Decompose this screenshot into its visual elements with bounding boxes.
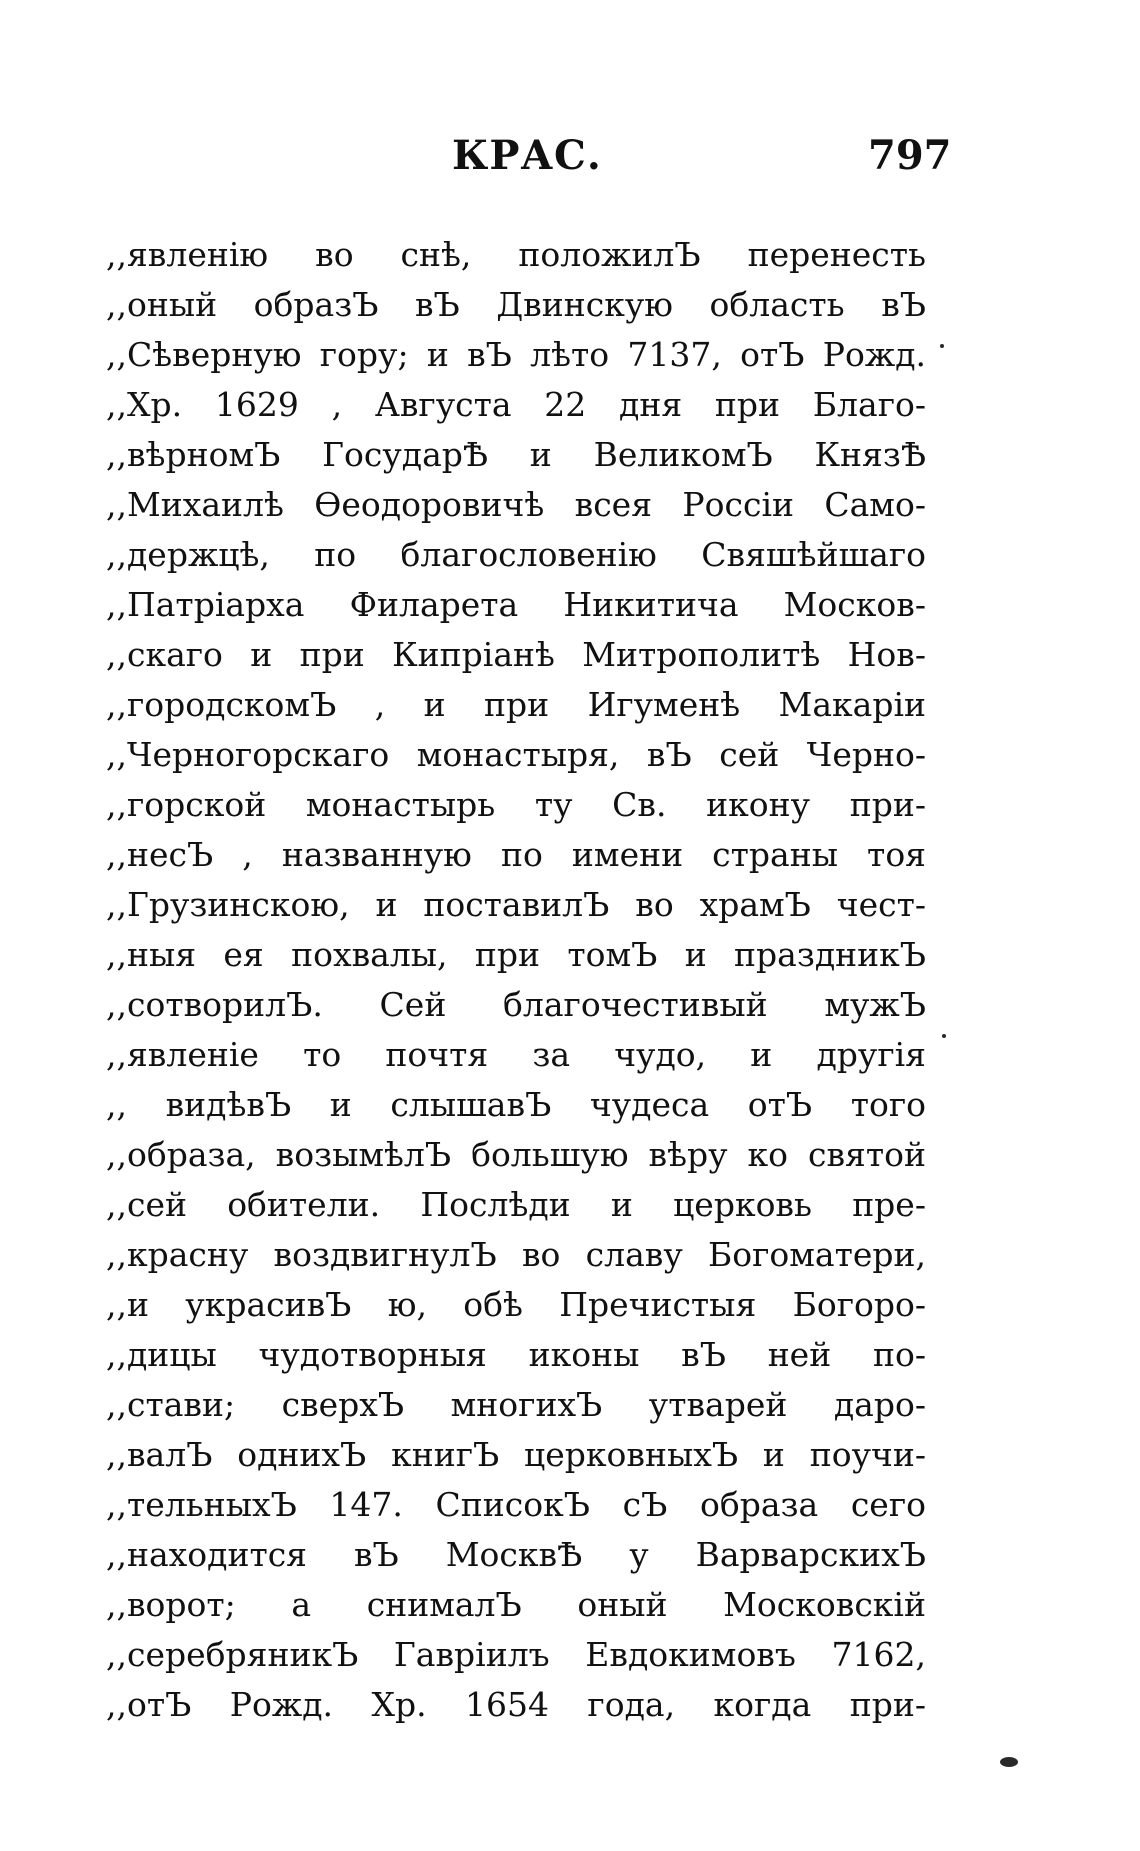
- text-line: ,,ныя ея похвалы, при томЪ и праздникЪ: [106, 935, 926, 974]
- text-line: ,,красну воздвигнулЪ во славу Богоматери,: [106, 1235, 926, 1274]
- text-line: ,,сотворилЪ. Сей благочестивый мужЪ: [106, 985, 926, 1024]
- text-line: ,,явленіе то почтя за чудо, и другія: [106, 1035, 926, 1074]
- text-line: ,,серебряникЪ Гавріилъ Евдокимовъ 7162,: [106, 1635, 926, 1674]
- page-number: 797: [868, 132, 952, 179]
- text-line: ,,тельныхЪ 147. СписокЪ сЪ образа сего: [106, 1485, 926, 1524]
- text-line: ,,Грузинскою, и поставилЪ во храмЪ чест-: [106, 885, 926, 924]
- text-line: ,,Михаилѣ Ѳеодоровичѣ всея Россіи Само-: [106, 485, 926, 524]
- text-line: ,,стави; сверхЪ многихЪ утварей даро-: [106, 1385, 926, 1424]
- text-line: ,,и украсивЪ ю, обѣ Пречистыя Богоро-: [106, 1285, 926, 1324]
- text-line: ,,валЪ однихЪ книгЪ церковныхЪ и поучи-: [106, 1435, 926, 1474]
- text-line: ,,сей обители. Послѣди и церковь пре-: [106, 1185, 926, 1224]
- text-line: ,,Хр. 1629 , Августа 22 дня при Благо-: [106, 385, 926, 424]
- text-line: ,,Сѣверную гору; и вЪ лѣто 7137, отЪ Рожд.: [106, 335, 926, 374]
- ink-speck: [942, 1034, 946, 1038]
- text-line: ,,дицы чудотворныя иконы вЪ ней по-: [106, 1335, 926, 1374]
- text-line: ,,находится вЪ МосквѢ у ВарварскихЪ: [106, 1535, 926, 1574]
- text-line: ,,отЪ Рожд. Хр. 1654 года, когда при-: [106, 1685, 926, 1724]
- text-line: ,,явленію во снѣ, положилЪ перенесть: [106, 235, 926, 274]
- text-line: ,,горской монастырь ту Св. икону при-: [106, 785, 926, 824]
- body-text: [106, 230, 926, 1730]
- text-line: ,,скаго и при Кипріанѣ Митрополитѣ Нов-: [106, 635, 926, 674]
- text-line: ,,оный образЪ вЪ Двинскую область вЪ: [106, 285, 926, 324]
- text-line: ,,Черногорскаго монастыря, вЪ сей Черно-: [106, 735, 926, 774]
- text-line: ,,вѣрномЪ ГосударѢ и ВеликомЪ КнязѢ: [106, 435, 926, 474]
- text-line: ,,держцѣ, по благословенію Свяшѣйшаго: [106, 535, 926, 574]
- text-line: ,, видѣвЪ и слышавЪ чудеса отЪ того: [106, 1085, 926, 1124]
- text-line: ,,Патріарха Филарета Никитича Москов-: [106, 585, 926, 624]
- ink-speck: [940, 344, 944, 348]
- text-line: ,,образа, возымѣлЪ большую вѣру ко святой: [106, 1135, 926, 1174]
- page-header: [0, 132, 1140, 192]
- text-line: ,,ворот; а снималЪ оный Московскій: [106, 1585, 926, 1624]
- ink-speck: [1000, 1757, 1018, 1767]
- running-head: КРАС.: [452, 132, 602, 179]
- text-line: ,,городскомЪ , и при Игуменѣ Макаріи: [106, 685, 926, 724]
- text-line: ,,несЪ , названную по имени страны тоя: [106, 835, 926, 874]
